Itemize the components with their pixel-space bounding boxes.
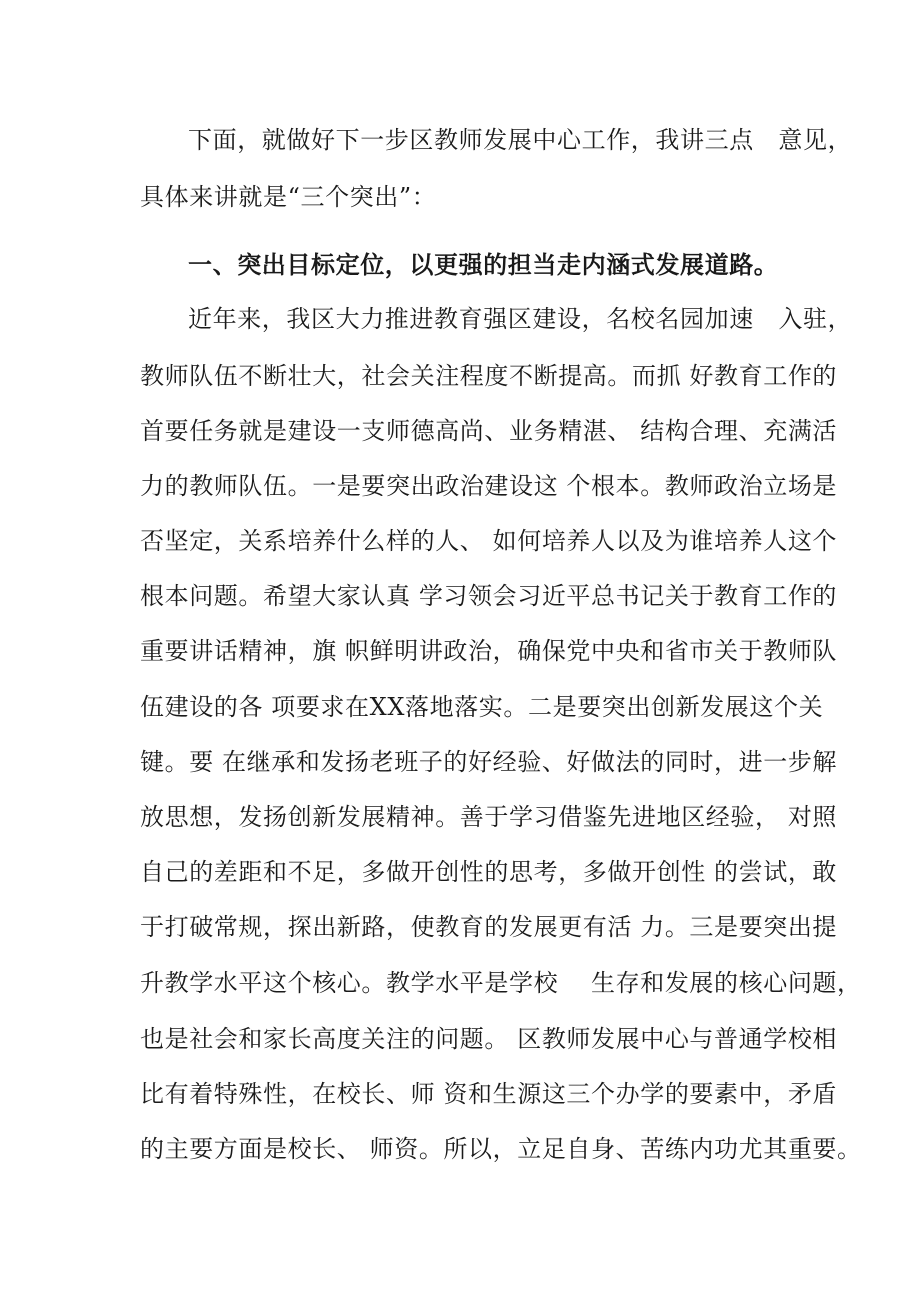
body-line: 力的教师队伍。一是要突出政治建设这 个根本。教师政治立场是 — [140, 472, 838, 500]
body-line: 重要讲话精神，旗 帜鲜明讲政治，确保党中央和省市关于教师队 — [140, 637, 838, 665]
body-line: 教师队伍不断壮大，社会关注程度不断提高。而抓 好教育工作的 — [140, 362, 838, 390]
body-line: 放思想，发扬创新发展精神。善于学习借鉴先进地区经验， 对照 — [140, 803, 838, 831]
body-line: 于打破常规，探出新路，使教育的发展更有活 力。三是要突出提 — [140, 913, 838, 941]
intro-line-2: 具体来讲就是“三个突出”： — [140, 183, 437, 211]
section-heading: 一、突出目标定位，以更强的担当走内涵式发展道路。 — [188, 250, 779, 279]
body-line: 升教学水平这个核心。教学水平是学校 生存和发展的核心问题， — [140, 969, 862, 997]
body-line: 的主要方面是校长、 师资。所以，立足自身、苦练内功尤其重要。 — [140, 1135, 862, 1163]
body-line: 根本问题。希望大家认真 学习领会习近平总书记关于教育工作的 — [140, 582, 838, 610]
body-line: 伍建设的各 项要求在XX落地落实。二是要突出创新发展这个关 — [140, 693, 824, 721]
body-line: 近年来，我区大力推进教育强区建设，名校名园加速 入驻， — [188, 305, 853, 333]
body-line: 也是社会和家长高度关注的问题。 区教师发展中心与普通学校相 — [140, 1025, 838, 1053]
body-line: 键。要 在继承和发扬老班子的好经验、好做法的同时，进一步解 — [140, 748, 838, 776]
body-line: 首要任务就是建设一支师德高尚、业务精湛、 结构合理、充满活 — [140, 417, 838, 445]
body-line: 自己的差距和不足，多做开创性的思考，多做开创性 的尝试，敢 — [140, 858, 838, 886]
intro-line-1: 下面，就做好下一步区教师发展中心工作，我讲三点 意见， — [188, 126, 853, 154]
body-line: 否坚定，关系培养什么样的人、 如何培养人以及为谁培养人这个 — [140, 527, 838, 555]
body-line: 比有着特殊性，在校长、师 资和生源这三个办学的要素中，矛盾 — [140, 1080, 838, 1108]
